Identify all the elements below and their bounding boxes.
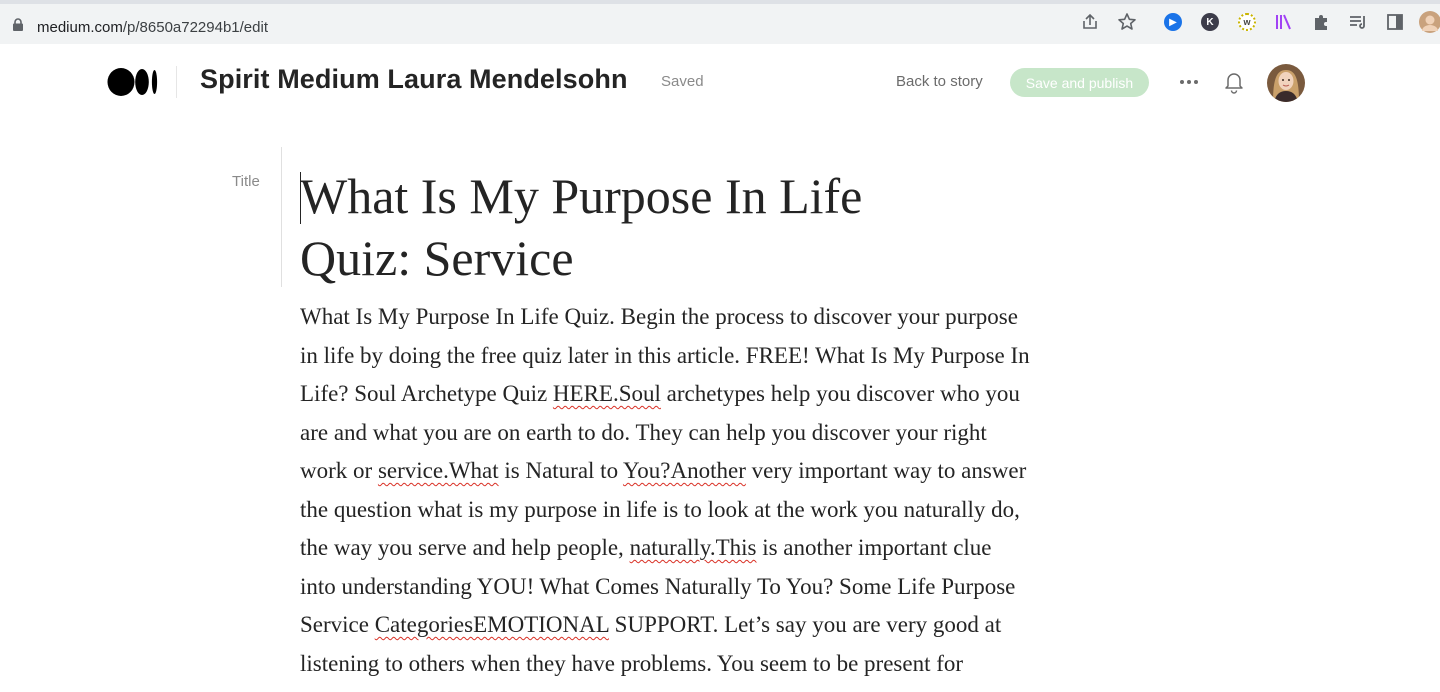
body-text: work or: [300, 458, 378, 483]
extension-badge-icon[interactable]: ▶: [1162, 11, 1184, 33]
url-text[interactable]: [37, 19, 268, 36]
title-placeholder-hint: Title: [232, 173, 260, 190]
story-body[interactable]: [300, 298, 1140, 683]
body-line: [300, 491, 1140, 530]
body-text: is another important clue: [756, 535, 992, 560]
spellcheck-word[interactable]: naturally.This: [629, 535, 757, 560]
title-line: Quiz: Service: [300, 230, 574, 286]
extension-w-icon[interactable]: w: [1236, 11, 1258, 33]
spellcheck-word[interactable]: CategoriesEMOTIONAL: [374, 612, 609, 637]
back-to-story-link[interactable]: Back to story: [896, 73, 983, 90]
body-line: [300, 452, 1140, 491]
spellcheck-word[interactable]: HERE.Soul: [552, 381, 661, 406]
spellcheck-word[interactable]: You?Another: [622, 458, 746, 483]
header-divider: [176, 66, 177, 98]
body-text: is Natural to: [498, 458, 623, 483]
tab-strip: [0, 0, 1440, 4]
extension-k-icon[interactable]: K: [1199, 11, 1221, 33]
body-text: the question what is my purpose in life is to look at the work you naturally do,: [300, 496, 1020, 522]
body-text: What Is My Purpose In Life Quiz. Begin the process to discover your purpose: [300, 304, 1018, 329]
body-line: [300, 375, 1140, 414]
body-text: are and what you are on earth to do. They can help you discover your right: [300, 419, 987, 445]
url-path: /p/8650a72294b1/edit: [122, 19, 268, 36]
share-icon[interactable]: [1079, 11, 1101, 33]
spellcheck-word[interactable]: service.What: [377, 458, 499, 483]
side-panel-icon[interactable]: [1384, 11, 1406, 33]
body-text: Service: [300, 612, 375, 637]
save-status: Saved: [661, 73, 704, 90]
body-text: listening to others when they have problems. You seem to be present for: [300, 650, 964, 676]
extension-library-icon[interactable]: [1273, 11, 1295, 33]
body-text: Life? Soul Archetype Quiz: [300, 381, 553, 406]
url-host: medium.com: [37, 19, 123, 36]
body-text: very important way to answer: [745, 458, 1027, 483]
body-text: in life by doing the free quiz later in this article. FREE! What Is My Purpose In: [300, 342, 1030, 368]
body-line: [300, 337, 1140, 376]
body-text: archetypes help you discover who you: [660, 381, 1020, 406]
body-line: [300, 645, 1140, 684]
body-line: [300, 568, 1140, 607]
address-bar[interactable]: [0, 6, 1152, 40]
more-options-icon[interactable]: [1176, 70, 1202, 94]
body-line: [300, 414, 1140, 453]
profile-avatar-icon[interactable]: [1419, 11, 1440, 33]
title-section-rule: [281, 147, 282, 287]
medium-logo[interactable]: [107, 66, 159, 98]
publication-name[interactable]: Spirit Medium Laura Mendelsohn: [200, 64, 628, 94]
user-avatar[interactable]: [1267, 64, 1305, 102]
story-title[interactable]: [300, 165, 940, 289]
bookmark-star-icon[interactable]: [1116, 11, 1138, 33]
body-line: [300, 298, 1140, 337]
reading-list-icon[interactable]: [1347, 11, 1369, 33]
browser-toolbar: [0, 0, 1440, 44]
save-and-publish-button[interactable]: Save and publish: [1010, 68, 1149, 97]
body-text: the way you serve and help people,: [300, 535, 630, 560]
body-text: into understanding YOU! What Comes Naturally To You? Some Life Purpose: [300, 573, 1016, 599]
extensions-puzzle-icon[interactable]: [1310, 11, 1332, 33]
title-line: What Is My Purpose In Life: [300, 168, 863, 224]
lock-icon: [12, 18, 24, 31]
notifications-bell-icon[interactable]: [1222, 69, 1246, 95]
body-line: [300, 529, 1140, 568]
body-text: SUPPORT. Let’s say you are very good at: [608, 612, 1002, 637]
body-line: [300, 606, 1140, 645]
